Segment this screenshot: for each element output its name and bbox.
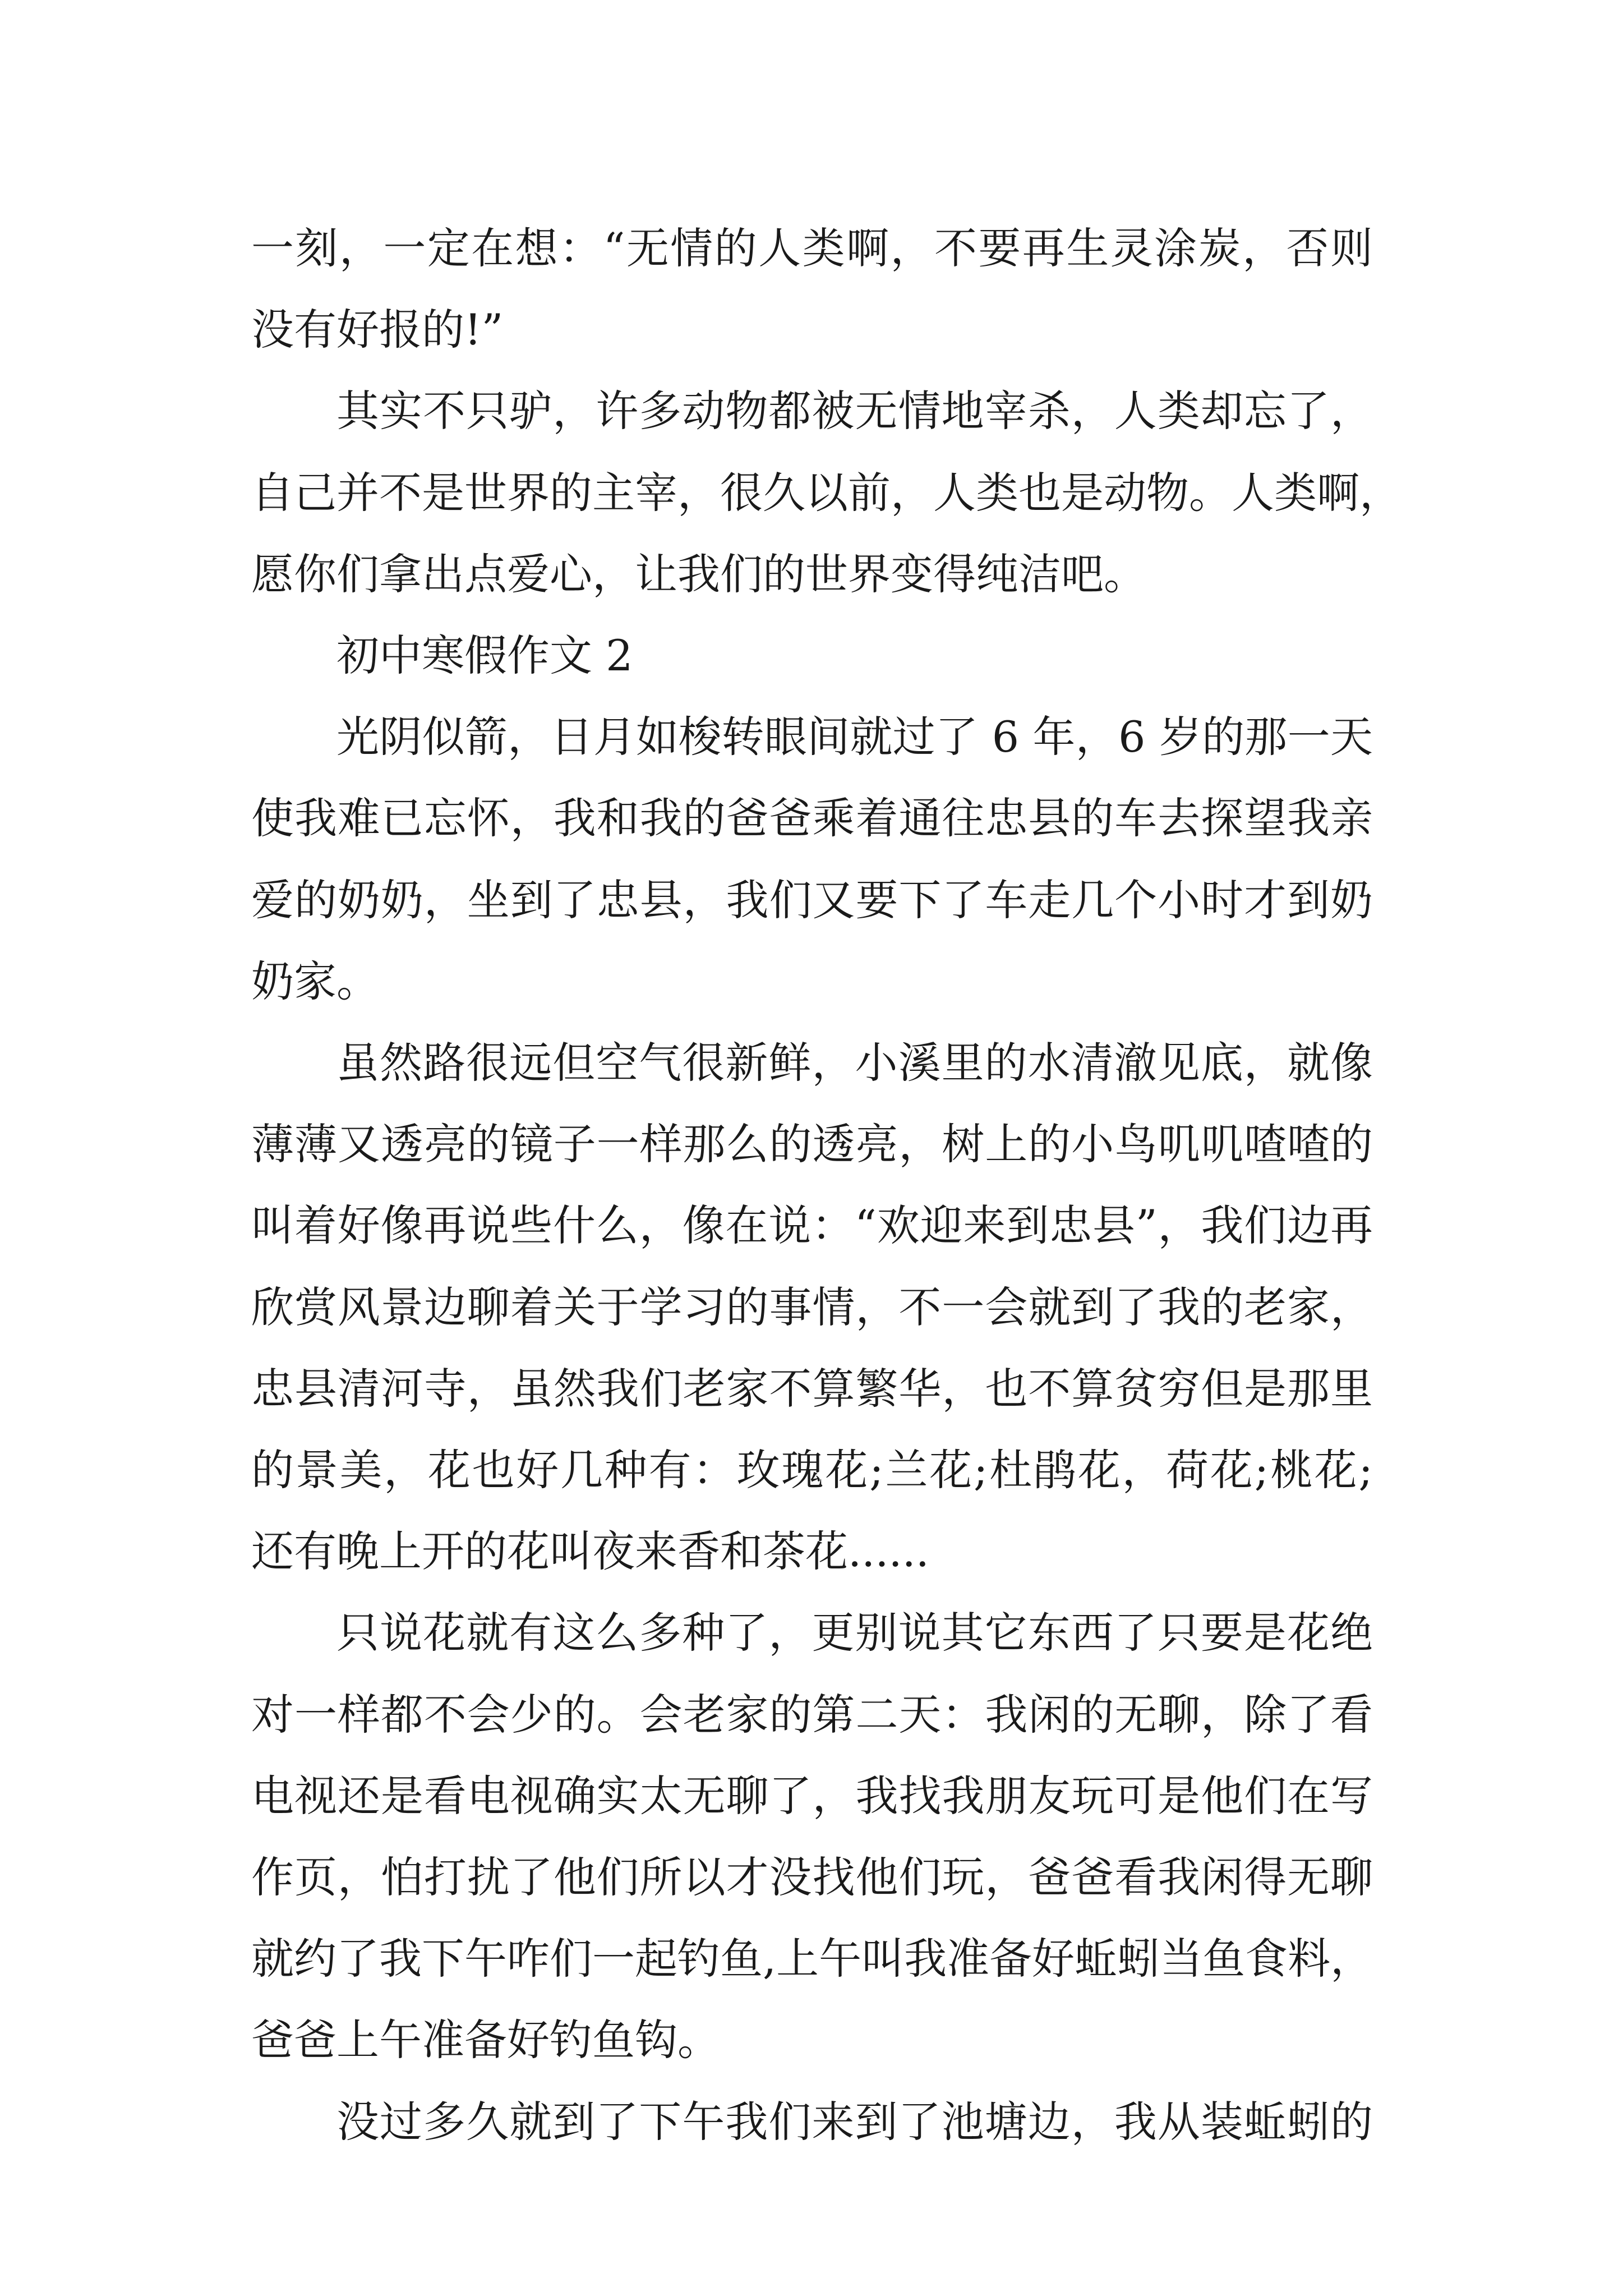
text-line: 的景美，花也好几种有：玫瑰花;兰花;杜鹃花，荷花;桃花; (251, 1445, 1373, 1496)
text-line: 忠县清河寺，虽然我们老家不算繁华，也不算贫穷但是那里 (251, 1363, 1373, 1414)
text-line: 还有晚上开的花叫夜来香和茶花...... (251, 1526, 929, 1577)
text-line: 其实不只驴，许多动物都被无情地宰杀，人类却忘了， (336, 386, 1373, 436)
text-line: 一刻，一定在想：“无情的人类啊，不要再生灵涂炭，否则 (251, 223, 1373, 273)
paragraph-6 (251, 2081, 1373, 2162)
text-line: 虽然路很远但空气很新鲜，小溪里的水清澈见底，就像 (336, 1038, 1373, 1088)
text-line: 使我难已忘怀，我和我的爸爸乘着通往忠县的车去探望我亲 (251, 793, 1373, 844)
text-line: 没有好报的!” (251, 305, 504, 355)
text-line: 叫着好像再说些什么，像在说：“欢迎来到忠县”，我们边再 (251, 1200, 1373, 1251)
paragraph-5 (251, 1592, 1373, 2081)
text-line: 就约了我下午咋们一起钓鱼,上午叫我准备好蚯蚓当鱼食料， (251, 1934, 1373, 1984)
essay-heading (251, 615, 1373, 696)
paragraph-1 (251, 208, 1373, 370)
text-line: 爱的奶奶，坐到了忠县，我们又要下了车走几个小时才到奶 (251, 875, 1373, 925)
text-line: 欣赏风景边聊着关于学习的事情，不一会就到了我的老家， (251, 1282, 1373, 1332)
text-line: 只说花就有这么多种了，更别说其它东西了只要是花绝 (336, 1608, 1373, 1658)
paragraph-3 (251, 696, 1373, 1022)
text-line: 愿你们拿出点爱心，让我们的世界变得纯洁吧。 (251, 549, 1146, 599)
text-line: 电视还是看电视确实太无聊了，我找我朋友玩可是他们在写 (251, 1770, 1373, 1821)
text-line: 奶家。 (251, 956, 379, 1006)
paragraph-4 (251, 1022, 1373, 1592)
text-line: 自己并不是世界的主宰，很久以前，人类也是动物。人类啊， (251, 467, 1402, 518)
document-body (251, 208, 1402, 2162)
text-line: 薄薄又透亮的镜子一样那么的透亮，树上的小鸟叽叽喳喳的 (251, 1119, 1373, 1170)
text-line: 对一样都不会少的。会老家的第二天：我闲的无聊，除了看 (251, 1689, 1373, 1740)
essay-title: 初中寒假作文 2 (336, 631, 633, 681)
text-line: 没过多久就到了下午我们来到了池塘边，我从装蚯蚓的 (336, 2096, 1373, 2147)
text-line: 爸爸上午准备好钓鱼钩。 (251, 2015, 720, 2065)
paragraph-2 (251, 370, 1402, 615)
text-line: 作页，怕打扰了他们所以才没找他们玩，爸爸看我闲得无聊 (251, 1852, 1373, 1903)
text-line: 光阴似箭，日月如梭转眼间就过了 6 年，6 岁的那一天 (336, 712, 1373, 762)
